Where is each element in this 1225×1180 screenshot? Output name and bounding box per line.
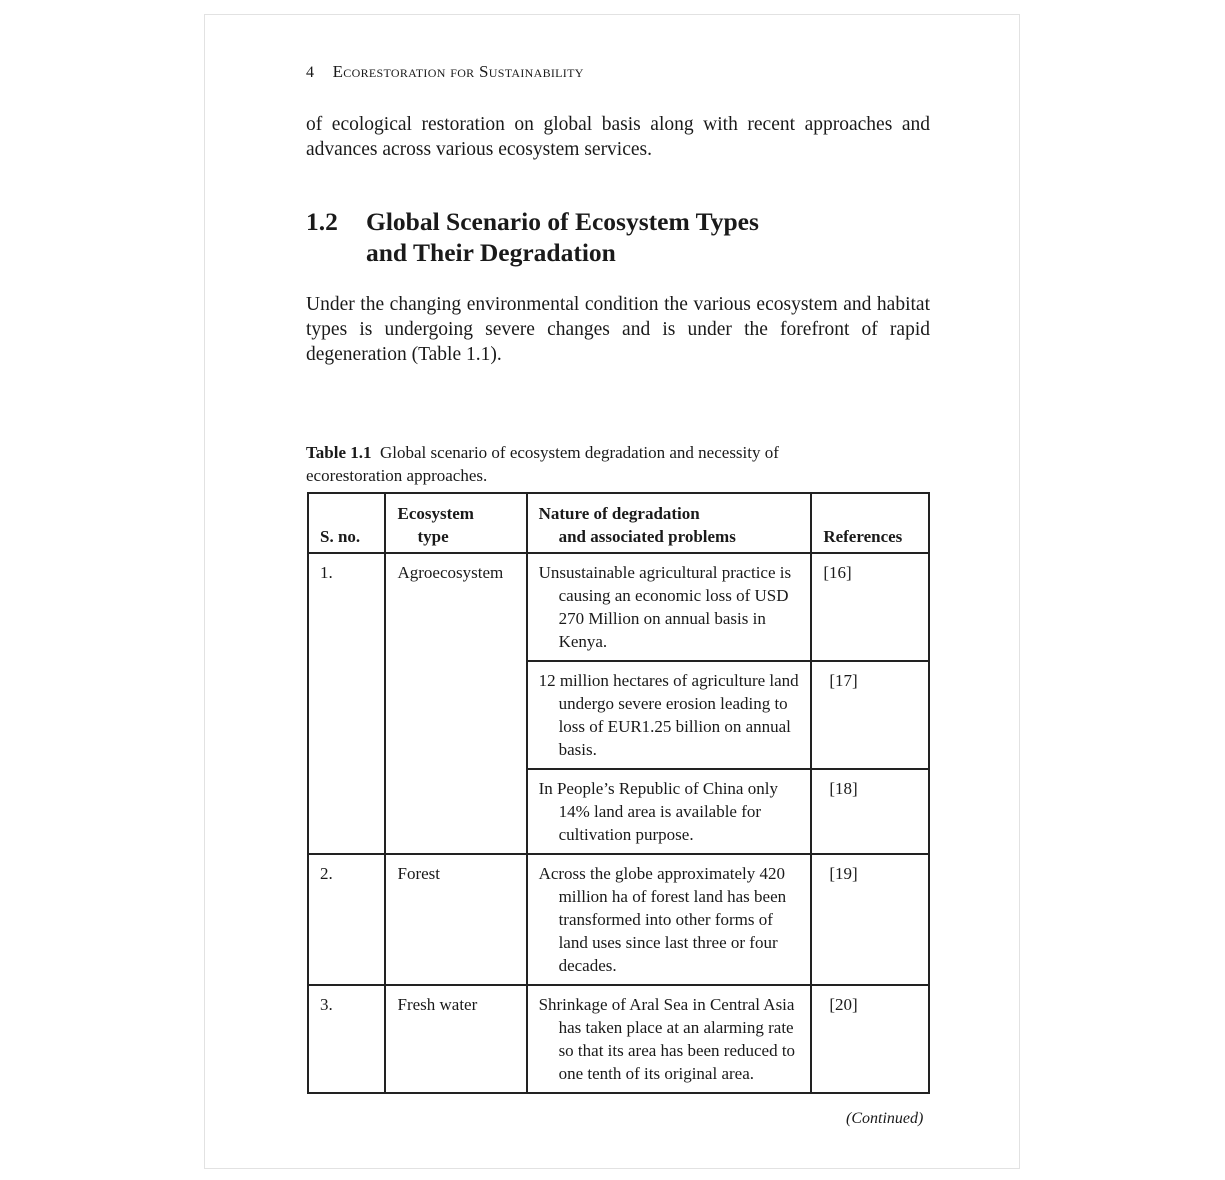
header-sno: S. no.	[308, 493, 385, 553]
section-title-line-2: and Their Degradation	[366, 238, 616, 267]
table-caption-label: Table 1.1	[306, 443, 372, 462]
reference-text: [20]	[829, 995, 858, 1014]
section-heading	[306, 206, 759, 268]
header-ecosystem	[385, 493, 526, 553]
paragraph-2: Under the changing environmental condition the various ecosystem and habitat types is undergoing severe changes and is under the forefront of rapid degeneration (Table 1.1).	[306, 294, 930, 365]
cell-reference	[811, 769, 929, 854]
cell-nature	[527, 553, 812, 661]
section-title-line-1: Global Scenario of Ecosystem Types	[366, 207, 759, 236]
reference-text: [18]	[829, 779, 858, 798]
cell-reference	[811, 985, 929, 1093]
header-references: References	[811, 493, 929, 553]
header-nature-line-1: Nature of degradation	[538, 504, 700, 523]
section-title	[366, 206, 759, 268]
table-row	[308, 985, 929, 1093]
nature-text: 12 million hectares of agriculture land undergo severe erosion leading to loss of EUR1.25 billion on annual basis.	[538, 671, 799, 759]
table-row	[308, 553, 929, 661]
section-number: 1.2	[306, 207, 338, 236]
reference-text: [19]	[829, 864, 858, 883]
table-header-row	[308, 493, 929, 553]
cell-reference	[811, 854, 929, 985]
cell-nature	[527, 854, 812, 985]
cell-reference	[811, 553, 929, 661]
cell-reference	[811, 661, 929, 769]
nature-text: In People’s Republic of China only 14% land area is available for cultivation purpose.	[538, 779, 778, 844]
table-caption-text: Global scenario of ecosystem degradation and necessity of ecorestoration approaches.	[306, 443, 779, 485]
degradation-table	[307, 492, 930, 1094]
cell-ecosystem: Fresh water	[385, 985, 526, 1093]
nature-text: Unsustainable agricultural practice is causing an economic loss of USD 270 Million on annual basis in Kenya.	[538, 563, 792, 651]
header-nature-line-2: and associated problems	[558, 527, 736, 546]
cell-sno: 1.	[308, 553, 385, 854]
reference-text: [16]	[823, 563, 852, 582]
header-nature	[527, 493, 812, 553]
table-caption	[306, 441, 866, 487]
book-title: Ecorestoration for Sustainability	[332, 62, 584, 81]
cell-ecosystem: Agroecosystem	[385, 553, 526, 854]
table-row	[308, 854, 929, 985]
cell-sno: 2.	[308, 854, 385, 985]
header-ecosystem-line-2: type	[417, 527, 449, 546]
cell-nature	[527, 769, 812, 854]
nature-text: Shrinkage of Aral Sea in Central Asia has taken place at an alarming rate so that its area has been reduced to one tenth of its original area.	[538, 995, 796, 1083]
page-number: 4	[306, 64, 315, 81]
cell-nature	[527, 661, 812, 769]
cell-ecosystem: Forest	[385, 854, 526, 985]
reference-text: [17]	[829, 671, 858, 690]
header-ecosystem-line-1: Ecosystem	[397, 504, 474, 523]
cell-sno: 3.	[308, 985, 385, 1093]
paragraph-1: of ecological restoration on global basis along with recent approaches and advances across various ecosystem services.	[306, 114, 930, 160]
continued-note: (Continued)	[846, 1110, 924, 1127]
cell-nature	[527, 985, 812, 1093]
nature-text: Across the globe approximately 420 million ha of forest land has been transformed into other forms of land uses since last three or four decades.	[538, 864, 787, 975]
running-head	[306, 62, 584, 82]
